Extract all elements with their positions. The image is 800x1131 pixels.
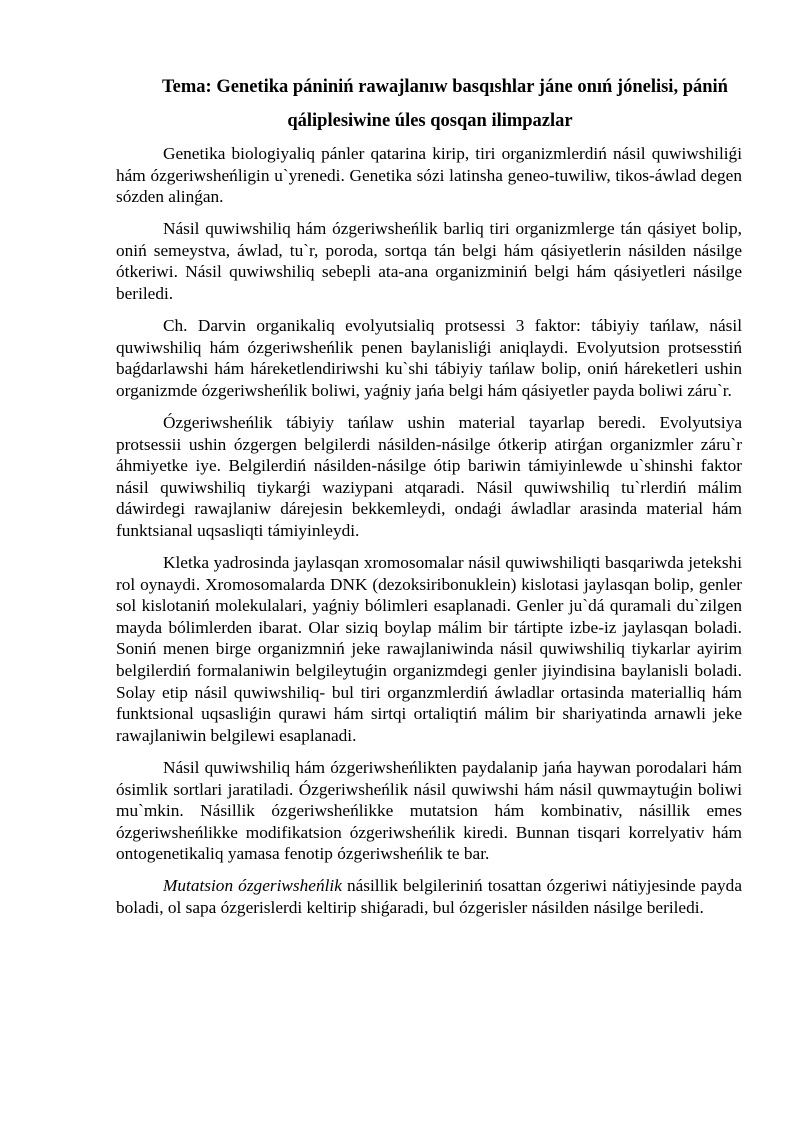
document-body bbox=[116, 143, 742, 929]
paragraph-darwin-factors: Ch. Darvin organikaliq evolyutsialiq protsessi 3 faktor: tábiyiy tańlaw, násil quwiwshiliq hám ózgeriwsheńlik penen baylanisliǵi aniqlaydi. Evolyutsion protsesstiń baǵdarlawshi hám háreketlendiriwshi ku`shi tábiyiy tańlaw bolip, oniń háreketleri ushin organizmde ózgeriwsheńlik boliwi, yaǵniy jańa belgi hám qásiyetler payda boliwi záru`r. bbox=[116, 316, 742, 400]
paragraph-variability-material: Ózgeriwsheńlik tábiyiy tańlaw ushin material tayarlap beredi. Evolyutsiya protsessii ushin ózgergen belgilerdi násilden-násilge ótkerip atirǵan organizmler záru`r áhmiyetke iye. Belgilerdiń násilden-násilge ótip bariwin támiyinlewde u`shinshi faktor násil quwiwshiliq tiykarǵi waziypani atqaradi. Násil quwiwshiliq tu`rlerdiń málim dáwirdegi rawajlaniw dárejesin bekkemleydi, ondaǵi áwladlar arasinda material hám funktsianal uqsasliqti támiyinleydi. bbox=[116, 413, 742, 540]
paragraph-chromosomes-genes: Kletka yadrosinda jaylasqan xromosomalar násil quwiwshiliqti basqariwda jetekshi rol oynaydi. Xromosomalarda DNK (dezoksiribonuklein) kislotasi jaylasqan bolip, genler sol kislotaniń molekulalari, yaǵniy bólimleri esaplanadi. Genler ju`dá quramali du`zilgen mayda bólimlerden ibarat. Olar siziq boylap málim bir tártipte izbe-iz jaylasqan boladi. Soniń menen birge organizmniń jeke rawajlaniwinda násil quwiwshiliq tiykarlar ayirim belgilerdiń formalaniwin belgileytuǵin organizmdegi genler jiyindisina baylanisli boladi. Solay etip násil quwiwshiliq- bul tiri organzmlerdiń áwladlar ortasinda materialliq hám funktsional uqsasliǵin qurawi hám sirtqi ortaliqtiń málim bir shariyatinda arnawli jeke rawajlaniwin belgilewi esaplanadi. bbox=[116, 553, 742, 745]
paragraph-breeding-variability: Násil quwiwshiliq hám ózgeriwsheńlikten paydalanip jańa haywan porodalari hám ósimlik sortlari jaratiladi. Ózgeriwsheńlik násil quwiwshi hám násil quwmaytuǵin boliwi mu`mkin. Násillik ózgeriwsheńlikke mutatsion hám kombinativ, násillik emes ózgeriwsheńlikke modifikatsion ózgeriwsheńlik kiredi. Bunnan tisqari korrelyativ hám ontogenetikaliq yamasa fenotip ózgeriwsheńlik te bar. bbox=[116, 757, 742, 864]
paragraph-mutational-variability bbox=[116, 875, 742, 918]
paragraph-mutational-variability-text: násillik belgileriniń tosattan ózgeriwi nátiyjesinde payda boladi, ol sapa ózgerislerdi keltirip shiǵaradi, bul ózgerisler násilden násilge beriledi. bbox=[116, 876, 742, 917]
paragraph-genetics-definition: Genetika biologiyaliq pánler qatarina kirip, tiri organizmlerdiń násil quwiwshiliǵi hám ózgeriwsheńligin u`yrenedi. Genetika sózi latinsha geneo-tuwiliw, tikos-áwlad degen sózden alinǵan. bbox=[116, 144, 742, 207]
paragraph-heredity-variability: Násil quwiwshiliq hám ózgeriwsheńlik barliq tiri organizmlerge tán qásiyet bolip, oniń semeystva, áwlad, tu`r, poroda, sortqa tán belgi hám qásiyetlerin násilden násilge ótkeriwi. Násil quwiwshiliq sebepli ata-ana organizminiń belgi hám qásiyetleri násilge beriledi. bbox=[116, 219, 742, 304]
document-title-line-1: Tema: Genetika pániniń rawajlanıw basqıshlar jáne onıń jónelisi, pániń bbox=[162, 77, 728, 97]
italic-term-mutational-variability: Mutatsion ózgeriwsheńlik bbox=[163, 876, 342, 896]
document-title-line-2: qáliplesiwine úles qosqan ilimpazlar bbox=[287, 111, 573, 131]
